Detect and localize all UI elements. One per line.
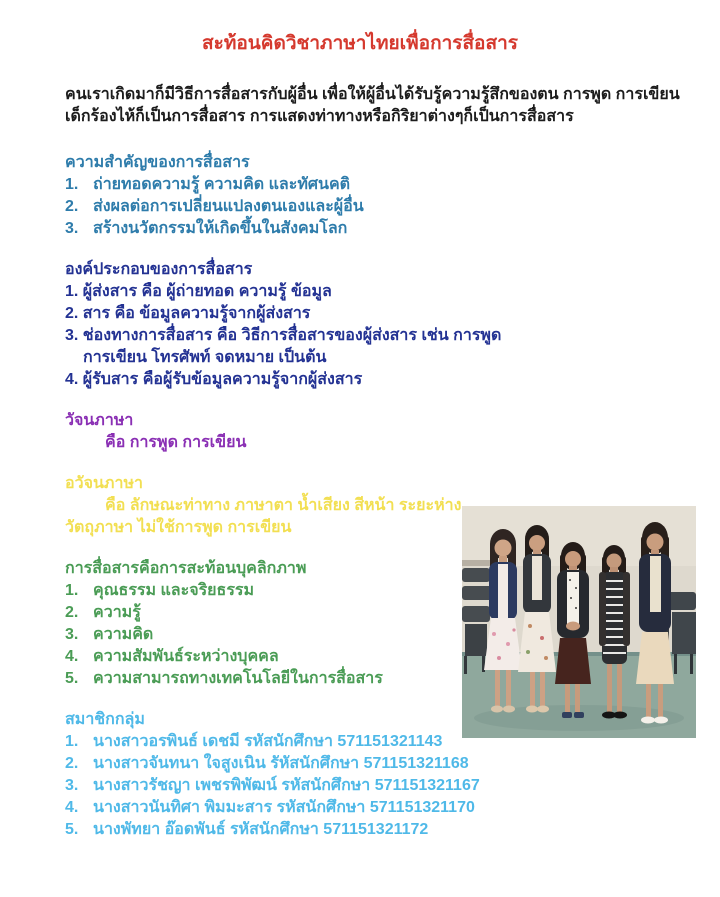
list-item: คือ การพูด การเขียน bbox=[105, 434, 247, 451]
list-item bbox=[65, 218, 690, 240]
list-item-number: 3. bbox=[65, 777, 79, 794]
list-item-text: ความสัมพันธ์ระหว่างบุคคล bbox=[93, 648, 279, 665]
list-item bbox=[65, 797, 690, 819]
list-item-text: ความรู้ bbox=[93, 604, 141, 621]
list-item-number: 2. bbox=[65, 755, 79, 772]
list-item-text: นางพัทยา อ๊อดพันธ์ รหัสนักศึกษา 571151321172 bbox=[93, 821, 429, 838]
list-item-number: 5. bbox=[65, 670, 79, 687]
list-item bbox=[65, 775, 690, 797]
paragraph-line: คนเราเกิดมาก็มีวิธีการสื่อสารกับผู้อื่น เพื่อให้ผู้อื่นได้รับรู้ความรู้สึกของตน การพูด การเขียน bbox=[65, 86, 680, 103]
list-item-number: 2. bbox=[65, 604, 79, 621]
list-item bbox=[65, 174, 690, 196]
paragraph-line: เด็กร้องไห้ก็เป็นการสื่อสาร การแสดงท่าทางหรือกิริยาต่างๆก็เป็นการสื่อสาร bbox=[65, 108, 574, 125]
group-photo-image bbox=[462, 506, 696, 738]
list-item bbox=[65, 196, 690, 218]
list-item bbox=[65, 753, 690, 775]
list-item-text: คุณธรรม และจริยธรรม bbox=[93, 582, 255, 599]
list-item-number: 1. bbox=[65, 733, 79, 750]
list-item-text: ส่งผลต่อการเปลี่ยนแปลงตนเองและผู้อื่น bbox=[93, 198, 364, 215]
list-item: คือ ลักษณะท่าทาง ภาษาตา น้ำเสียง สีหน้า ระยะห่าง bbox=[105, 497, 462, 514]
list-item bbox=[65, 819, 690, 841]
list-item-number: 5. bbox=[65, 821, 79, 838]
list-item: 4. ผู้รับสาร คือผู้รับข้อมูลความรู้จากผู้ส่งสาร bbox=[65, 371, 363, 388]
section-importance bbox=[65, 152, 690, 240]
section-heading-nonverbal: อวัจนภาษา bbox=[65, 475, 143, 492]
list-item-text: นางสาวนันทิศา พิมมะสาร รหัสนักศึกษา 571151321170 bbox=[93, 799, 475, 816]
list-item-number: 3. bbox=[65, 626, 79, 643]
list-item-text: สร้างนวัตกรรมให้เกิดขึ้นในสังคมโลก bbox=[93, 220, 348, 237]
section-heading-components: องค์ประกอบของการสื่อสาร bbox=[65, 261, 253, 278]
list-item-text: นางสาวอรพินธ์ เดชมี รหัสนักศึกษา 571151321143 bbox=[93, 733, 443, 750]
content bbox=[65, 84, 690, 860]
section-components bbox=[65, 259, 690, 391]
section-heading-verbal: วัจนภาษา bbox=[65, 412, 134, 429]
list-item-number: 2. bbox=[65, 198, 79, 215]
list-item: 1. ผู้ส่งสาร คือ ผู้ถ่ายทอด ความรู้ ข้อมูล bbox=[65, 283, 332, 300]
list-item-text: นางสาวรัชญา เพชรพิพัฒน์ รหัสนักศึกษา 571151321167 bbox=[93, 777, 480, 794]
list-item-text: ความคิด bbox=[93, 626, 154, 643]
section-heading-members: สมาชิกกลุ่ม bbox=[65, 711, 145, 728]
list-item-text: ถ่ายทอดความรู้ ความคิด และทัศนคติ bbox=[93, 176, 351, 193]
section-heading-importance: ความสำคัญของการสื่อสาร bbox=[65, 154, 250, 171]
section-intro bbox=[65, 84, 690, 128]
list-item-number: 3. bbox=[65, 220, 79, 237]
list-item-text: นางสาวจันทนา ใจสูงเนิน รัหัสนักศึกษา 571151321168 bbox=[93, 755, 469, 772]
list-item-number: 4. bbox=[65, 799, 79, 816]
list-item: วัตถุภาษา ไม่ใช้การพูด การเขียน bbox=[65, 519, 292, 536]
list-item: 3. ช่องทางการสื่อสาร คือ วิธีการสื่อสารของผู้ส่งสาร เช่น การพูด bbox=[65, 327, 502, 344]
list-item: การเขียน โทรศัพท์ จดหมาย เป็นต้น bbox=[83, 349, 327, 366]
section-heading-personality: การสื่อสารคือการสะท้อนบุคลิกภาพ bbox=[65, 560, 307, 577]
list-item-number: 4. bbox=[65, 648, 79, 665]
group-photo bbox=[462, 506, 696, 738]
list-item-text: ความสามารถทางเทคโนโลยีในการสื่อสาร bbox=[93, 670, 383, 687]
page-title: สะท้อนคิดวิชาภาษาไทยเพื่อการสื่อสาร bbox=[202, 33, 518, 54]
section-verbal bbox=[65, 410, 690, 454]
list-item: 2. สาร คือ ข้อมูลความรู้จากผู้ส่งสาร bbox=[65, 305, 311, 322]
list-item-number: 1. bbox=[65, 176, 79, 193]
list-item-number: 1. bbox=[65, 582, 79, 599]
